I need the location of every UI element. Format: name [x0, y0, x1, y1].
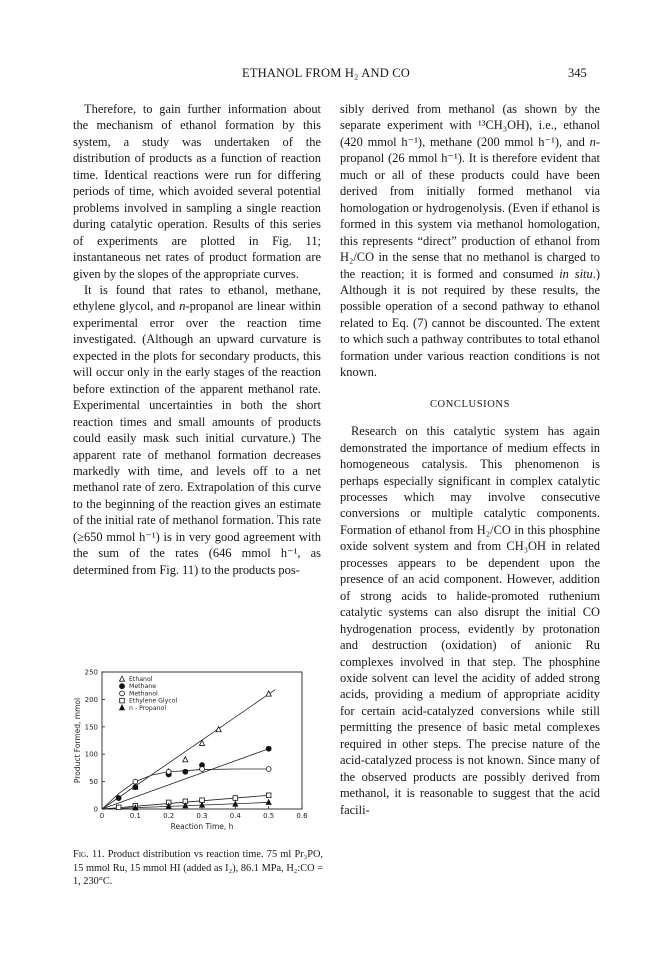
methanol-data-point	[200, 767, 205, 772]
x-axis-label: Reaction Time, h	[170, 822, 234, 831]
legend-marker-ethylene-glycol	[120, 698, 125, 703]
x-tick-label: 0.3	[196, 812, 208, 820]
methanol-data-point	[266, 767, 271, 772]
legend-marker-n-propanol	[119, 705, 124, 710]
y-tick-label: 150	[84, 723, 98, 732]
methane-data-point	[133, 785, 138, 790]
y-tick-label: 100	[84, 750, 98, 759]
x-tick-label: 0	[99, 812, 105, 820]
legend-marker-ethanol	[119, 676, 124, 681]
ethylene-glycol-data-point	[233, 796, 238, 801]
methanol-data-point	[166, 769, 171, 774]
methanol-data-point	[133, 779, 138, 784]
x-tick-label: 0.4	[229, 812, 241, 820]
caption-text: Product distribution vs reaction time. 75 ml Pr₃PO, 15 mmol Ru, 15 mmol HI (added as I₂), 86.1 MPa, H₂:CO = 1, 230°C.	[73, 849, 323, 888]
methane-data-point	[183, 769, 188, 774]
ethylene-glycol-data-point	[116, 805, 121, 810]
n-propanol-data-point	[266, 799, 271, 804]
x-tick-label: 0.5	[263, 812, 275, 820]
legend-marker-methanol	[120, 691, 125, 696]
legend-label-ethanol: Ethanol	[129, 676, 153, 683]
y-tick-label: 50	[89, 778, 98, 787]
ethanol-data-point	[183, 757, 188, 762]
y-axis-label: Product Formed, mmol	[73, 697, 82, 784]
right-column	[340, 101, 600, 818]
legend-label-methane: Methane	[129, 683, 157, 691]
figure-caption	[73, 848, 323, 889]
page-number: 345	[568, 66, 587, 80]
y-tick-label: 0	[93, 805, 98, 814]
left-column	[73, 101, 321, 578]
legend-label-methanol: Methanol	[129, 690, 158, 698]
figure-11	[70, 664, 328, 842]
ethanol-data-point	[266, 691, 271, 696]
legend-label-n-propanol: n - Propanol	[129, 704, 167, 712]
legend-marker-methane	[120, 684, 125, 689]
legend-label-ethylene-glycol: Ethylene Glycol	[129, 697, 178, 705]
body-paragraph: sibly derived from methanol (as shown by the separate experiment with ¹³CH₃OH), i.e., ethanol (420 mmol h⁻¹), methane (200 mmol h⁻¹), and n-propanol (26 mmol h⁻¹). It is therefore evident that much or all of these products could have been derived from initially formed methanol via homologation or hydrogenolysis. (Even if ethanol is formed in this system via methanol homologation, this represents “direct” production of ethanol from H₂/CO in the sense that no methanol is charged to the reaction; it is formed and consumed in situ.) Although it is not required by these results, the possible operation of a second pathway to ethanol related to Eq. (7) cannot be discounted. The extent to which such a pathway contributes to total ethanol formation under various reaction conditions is not known.	[340, 102, 600, 380]
x-tick-label: 0.2	[163, 812, 175, 820]
methane-data-point	[266, 746, 271, 751]
ethylene-glycol-data-point	[266, 793, 271, 798]
body-paragraph: Research on this catalytic system has again demonstrated the importance of medium effects in homogeneous catalysis. This phenomenon is perhaps especially significant in complex catalytic processes which may involve consecutive conversions or multiple catalytic components. Formation of ethanol from H₂/CO in this phosphine oxide solvent system and from CH₃OH in related processes appears to be dependent upon the presence of an acid component. However, addition of strong acids to halide-promoted ruthenium catalytic systems can also disrupt the initial CO hydrogenation process, evidently by protonation and destruction (oxidation) of anionic Ru complexes involved in that step. The phosphine oxide solvent can level the acidity of added strong acids, providing a medium of appropriate acidity for certain acid-catalyzed conversions while still permitting the presence of basic metal complexes required in other steps. The precise nature of the acid-catalyzed process is not known. Since many of the observed products are possibly derived from methanol, it is reasonable to suggest that the acid facili-	[340, 424, 600, 817]
methane-data-point	[116, 796, 121, 801]
caption-label: Fig. 11.	[73, 849, 105, 860]
ethanol-series-line	[102, 690, 275, 809]
section-heading: CONCLUSIONS	[429, 398, 511, 410]
body-paragraph: It is found that rates to ethanol, methane, ethylene glycol, and n-propanol are linear within experimental error over the reaction time investigated. (Although an upward curvature is expected in the plots for secondary products, this will occur only in the early stages of the reaction before extinction of the apparent methanol rate. Experimental uncertainties in both the short reaction times and small amounts of products could easily mask such initial curvature.) The apparent rate of methanol formation decreases markedly with time, and levels off to a net methanol rate of zero. Extrapolation of this curve to the beginning of the reaction gives an estimate of the initial rate of methanol formation. This rate (≥650 mmol h⁻¹) is in very good agreement with the sum of the rates (646 mmol h⁻¹, as determined from Fig. 11) to the products pos-	[73, 282, 321, 577]
x-tick-label: 0.1	[129, 812, 141, 820]
product-distribution-chart	[70, 664, 328, 842]
body-paragraph: Therefore, to gain further information about the mechanism of ethanol formation by this system, a study was undertaken of the distribution of products as a function of reaction time. Identical reactions were run for differing periods of time, which avoided several potential problems involved in sampling a single reaction during catalytic operation. Results of this series of experiments are plotted in Fig. 11; instantaneous net rates of product formation are given by the slopes of the appropriate curves.	[73, 102, 321, 281]
running-head: ETHANOL FROM H₂ AND CO	[242, 66, 411, 80]
page-header	[0, 66, 672, 84]
x-tick-label: 0.6	[296, 812, 308, 820]
y-tick-label: 200	[84, 695, 98, 704]
y-tick-label: 250	[84, 668, 98, 677]
